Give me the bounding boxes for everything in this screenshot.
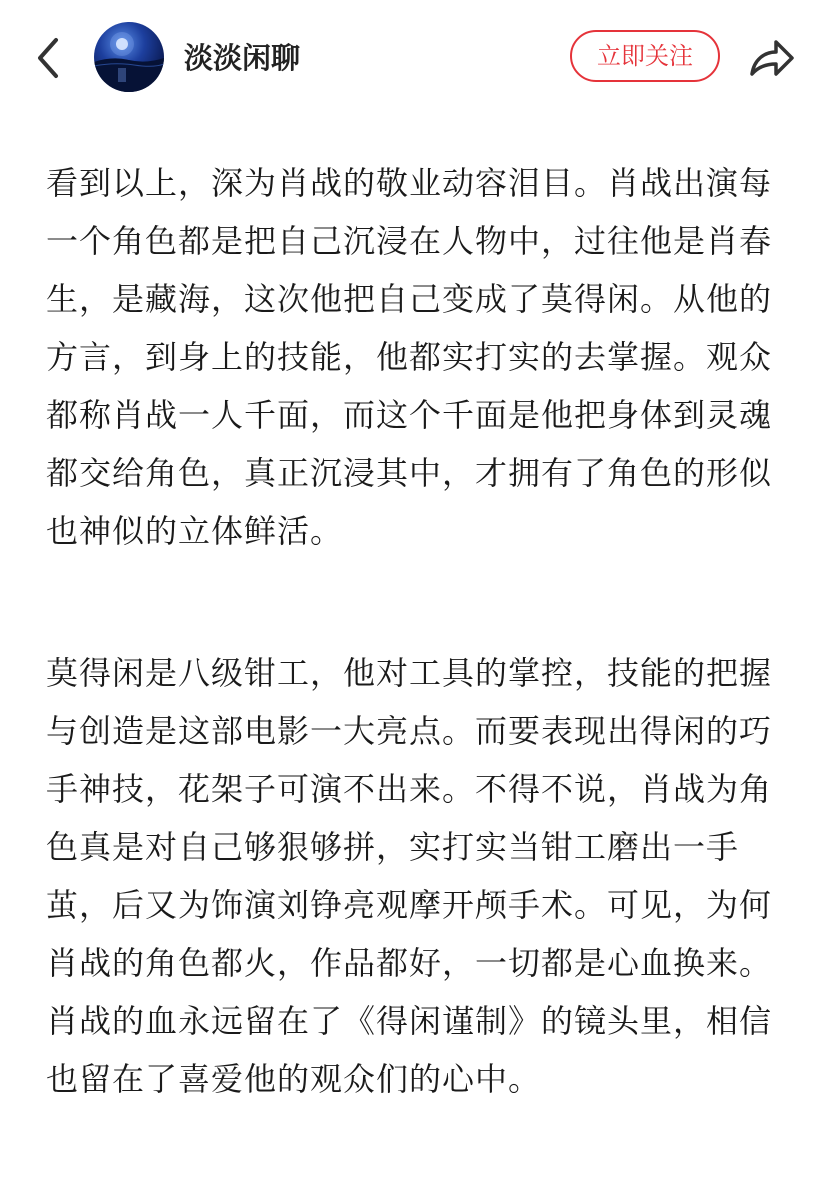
watermark-decoration bbox=[714, 1163, 814, 1183]
article-paragraph: 莫得闲是八级钳工，他对工具的掌控，技能的把握与创造是这部电影一大亮点。而要表现出得闲的巧手神技，花架子可演不出来。不得不说，肖战为角色真是对自己够狠够拼，实打实当钳工磨出一手茧，后又为饰演刘铮亮观摩开颅手术。可见，为何肖战的角色都火，作品都好，一切都是心血换来。肖战的血永远留在了《得闲谨制》的镜头里，相信也留在了喜爱他的观众们的心中。 bbox=[46, 654, 773, 1098]
share-arrow-icon bbox=[746, 36, 796, 82]
article-body bbox=[46, 154, 796, 1108]
back-button[interactable] bbox=[30, 34, 70, 82]
article-paragraph: 看到以上，深为肖战的敬业动容泪目。肖战出演每一个角色都是把自己沉浸在人物中，过往他是肖春生，是藏海，这次他把自己变成了莫得闲。从他的方言，到身上的技能，他都实打实的去掌握。观众都称肖战一人千面，而这个千面是他把身体到灵魂都交给角色，真正沉浸其中，才拥有了角色的形似也神似的立体鲜活。 bbox=[46, 164, 773, 550]
username[interactable]: 淡淡闲聊 bbox=[184, 41, 301, 75]
follow-button[interactable]: 立即关注 bbox=[570, 30, 720, 82]
avatar[interactable] bbox=[94, 22, 164, 92]
chevron-left-icon bbox=[30, 34, 70, 82]
share-button[interactable] bbox=[746, 36, 796, 82]
top-bar bbox=[0, 0, 828, 112]
night-moon-avatar bbox=[94, 22, 164, 92]
